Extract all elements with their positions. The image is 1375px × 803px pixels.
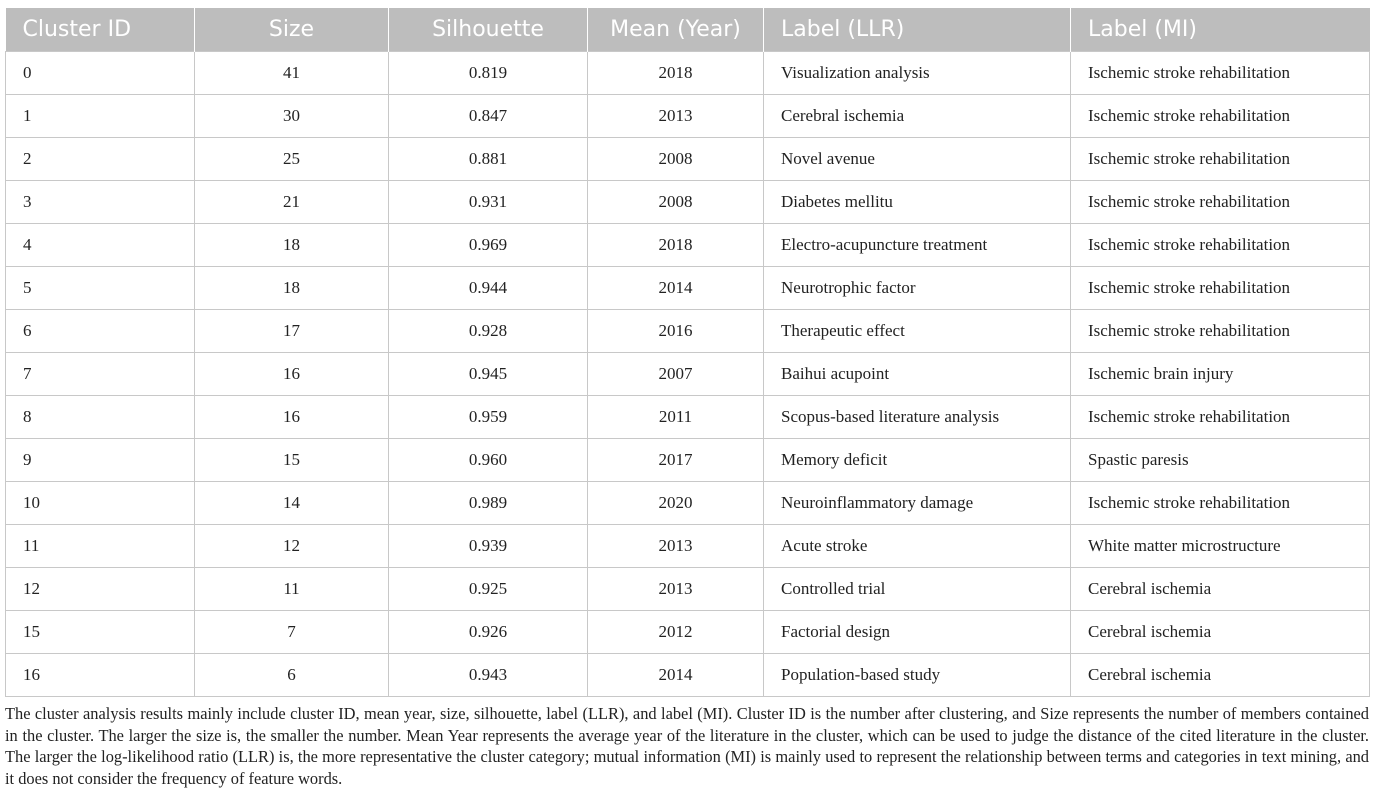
cell-silhouette: 0.960 xyxy=(389,438,588,481)
cell-silhouette: 0.959 xyxy=(389,395,588,438)
cell-cluster-id: 7 xyxy=(6,352,195,395)
cell-mean-year: 2013 xyxy=(588,567,764,610)
cell-label-mi: Ischemic stroke rehabilitation xyxy=(1071,223,1370,266)
cell-label-mi: Ischemic stroke rehabilitation xyxy=(1071,94,1370,137)
table-row xyxy=(6,309,1370,352)
cell-silhouette: 0.969 xyxy=(389,223,588,266)
cell-label-llr: Diabetes mellitu xyxy=(764,180,1071,223)
cell-mean-year: 2016 xyxy=(588,309,764,352)
cell-mean-year: 2008 xyxy=(588,180,764,223)
header-cluster-id: Cluster ID xyxy=(6,8,195,51)
table-row xyxy=(6,395,1370,438)
cell-silhouette: 0.819 xyxy=(389,51,588,94)
cell-silhouette: 0.928 xyxy=(389,309,588,352)
cell-cluster-id: 9 xyxy=(6,438,195,481)
table-row xyxy=(6,223,1370,266)
table-row xyxy=(6,51,1370,94)
table-header xyxy=(6,8,1370,51)
cell-label-llr: Memory deficit xyxy=(764,438,1071,481)
header-size: Size xyxy=(195,8,389,51)
cell-cluster-id: 5 xyxy=(6,266,195,309)
cell-label-llr: Electro-acupuncture treatment xyxy=(764,223,1071,266)
cell-silhouette: 0.881 xyxy=(389,137,588,180)
cell-label-llr: Neurotrophic factor xyxy=(764,266,1071,309)
cell-size: 18 xyxy=(195,266,389,309)
cell-mean-year: 2012 xyxy=(588,610,764,653)
cell-label-llr: Novel avenue xyxy=(764,137,1071,180)
cell-mean-year: 2014 xyxy=(588,266,764,309)
cell-size: 21 xyxy=(195,180,389,223)
cell-label-llr: Visualization analysis xyxy=(764,51,1071,94)
table-row xyxy=(6,524,1370,567)
cell-size: 30 xyxy=(195,94,389,137)
header-mean-year: Mean (Year) xyxy=(588,8,764,51)
cell-label-llr: Acute stroke xyxy=(764,524,1071,567)
table-footnote: The cluster analysis results mainly include cluster ID, mean year, size, silhouette, label (LLR), and label (MI). Cluster ID is the number after clustering, and Size represents the number of members contained in the cluster. The larger the size is, the smaller the number. Mean Year represents the average year of the literature in the cluster, which can be used to judge the distance of the cited literature in the cluster. The larger the log-likelihood ratio (LLR) is, the more representative the cluster category; mutual information (MI) is mainly used to represent the relationship between terms and categories in text mining, and it does not consider the frequency of feature words. xyxy=(5,704,1369,788)
cell-label-mi: Cerebral ischemia xyxy=(1071,653,1370,696)
cell-cluster-id: 8 xyxy=(6,395,195,438)
cell-cluster-id: 12 xyxy=(6,567,195,610)
cell-mean-year: 2013 xyxy=(588,524,764,567)
cell-cluster-id: 0 xyxy=(6,51,195,94)
cell-label-llr: Scopus-based literature analysis xyxy=(764,395,1071,438)
cell-label-llr: Controlled trial xyxy=(764,567,1071,610)
cell-silhouette: 0.989 xyxy=(389,481,588,524)
cell-label-llr: Neuroinflammatory damage xyxy=(764,481,1071,524)
header-label-llr: Label (LLR) xyxy=(764,8,1071,51)
cell-size: 16 xyxy=(195,352,389,395)
table-row xyxy=(6,352,1370,395)
cell-silhouette: 0.945 xyxy=(389,352,588,395)
table-row xyxy=(6,438,1370,481)
cell-label-mi: Ischemic stroke rehabilitation xyxy=(1071,51,1370,94)
cell-mean-year: 2018 xyxy=(588,51,764,94)
cell-size: 12 xyxy=(195,524,389,567)
cell-cluster-id: 15 xyxy=(6,610,195,653)
cell-cluster-id: 6 xyxy=(6,309,195,352)
cell-label-mi: Ischemic stroke rehabilitation xyxy=(1071,180,1370,223)
cell-size: 15 xyxy=(195,438,389,481)
cell-cluster-id: 4 xyxy=(6,223,195,266)
cell-size: 41 xyxy=(195,51,389,94)
cell-size: 17 xyxy=(195,309,389,352)
cell-cluster-id: 16 xyxy=(6,653,195,696)
cell-cluster-id: 3 xyxy=(6,180,195,223)
cell-label-llr: Baihui acupoint xyxy=(764,352,1071,395)
cell-size: 6 xyxy=(195,653,389,696)
cell-size: 18 xyxy=(195,223,389,266)
table-row xyxy=(6,94,1370,137)
cell-silhouette: 0.943 xyxy=(389,653,588,696)
table-row xyxy=(6,266,1370,309)
cell-label-mi: Cerebral ischemia xyxy=(1071,610,1370,653)
cell-label-mi: Ischemic stroke rehabilitation xyxy=(1071,481,1370,524)
cell-mean-year: 2013 xyxy=(588,94,764,137)
cell-mean-year: 2017 xyxy=(588,438,764,481)
header-label-mi: Label (MI) xyxy=(1071,8,1370,51)
cell-label-mi: Ischemic stroke rehabilitation xyxy=(1071,309,1370,352)
cell-cluster-id: 1 xyxy=(6,94,195,137)
table-row xyxy=(6,653,1370,696)
cell-mean-year: 2008 xyxy=(588,137,764,180)
cell-label-llr: Factorial design xyxy=(764,610,1071,653)
cell-silhouette: 0.925 xyxy=(389,567,588,610)
cell-mean-year: 2011 xyxy=(588,395,764,438)
cell-label-llr: Therapeutic effect xyxy=(764,309,1071,352)
cell-mean-year: 2014 xyxy=(588,653,764,696)
cell-label-mi: Ischemic brain injury xyxy=(1071,352,1370,395)
cell-size: 16 xyxy=(195,395,389,438)
header-silhouette: Silhouette xyxy=(389,8,588,51)
cell-silhouette: 0.939 xyxy=(389,524,588,567)
cell-label-llr: Population-based study xyxy=(764,653,1071,696)
cell-label-llr: Cerebral ischemia xyxy=(764,94,1071,137)
table-row xyxy=(6,481,1370,524)
cell-label-mi: Spastic paresis xyxy=(1071,438,1370,481)
table-body xyxy=(6,51,1370,696)
cell-size: 11 xyxy=(195,567,389,610)
cell-mean-year: 2020 xyxy=(588,481,764,524)
cell-label-mi: White matter microstructure xyxy=(1071,524,1370,567)
cell-mean-year: 2018 xyxy=(588,223,764,266)
table-row xyxy=(6,180,1370,223)
cell-silhouette: 0.931 xyxy=(389,180,588,223)
header-row xyxy=(6,8,1370,51)
cell-size: 7 xyxy=(195,610,389,653)
table-row xyxy=(6,137,1370,180)
cell-silhouette: 0.944 xyxy=(389,266,588,309)
cell-silhouette: 0.926 xyxy=(389,610,588,653)
cell-cluster-id: 2 xyxy=(6,137,195,180)
cluster-table-container xyxy=(5,8,1369,697)
cell-label-mi: Ischemic stroke rehabilitation xyxy=(1071,266,1370,309)
cell-mean-year: 2007 xyxy=(588,352,764,395)
table-row xyxy=(6,610,1370,653)
cell-size: 25 xyxy=(195,137,389,180)
table-row xyxy=(6,567,1370,610)
cell-label-mi: Ischemic stroke rehabilitation xyxy=(1071,137,1370,180)
cell-silhouette: 0.847 xyxy=(389,94,588,137)
cell-label-mi: Ischemic stroke rehabilitation xyxy=(1071,395,1370,438)
cell-cluster-id: 10 xyxy=(6,481,195,524)
cell-size: 14 xyxy=(195,481,389,524)
cell-label-mi: Cerebral ischemia xyxy=(1071,567,1370,610)
cluster-table xyxy=(5,8,1370,697)
cell-cluster-id: 11 xyxy=(6,524,195,567)
